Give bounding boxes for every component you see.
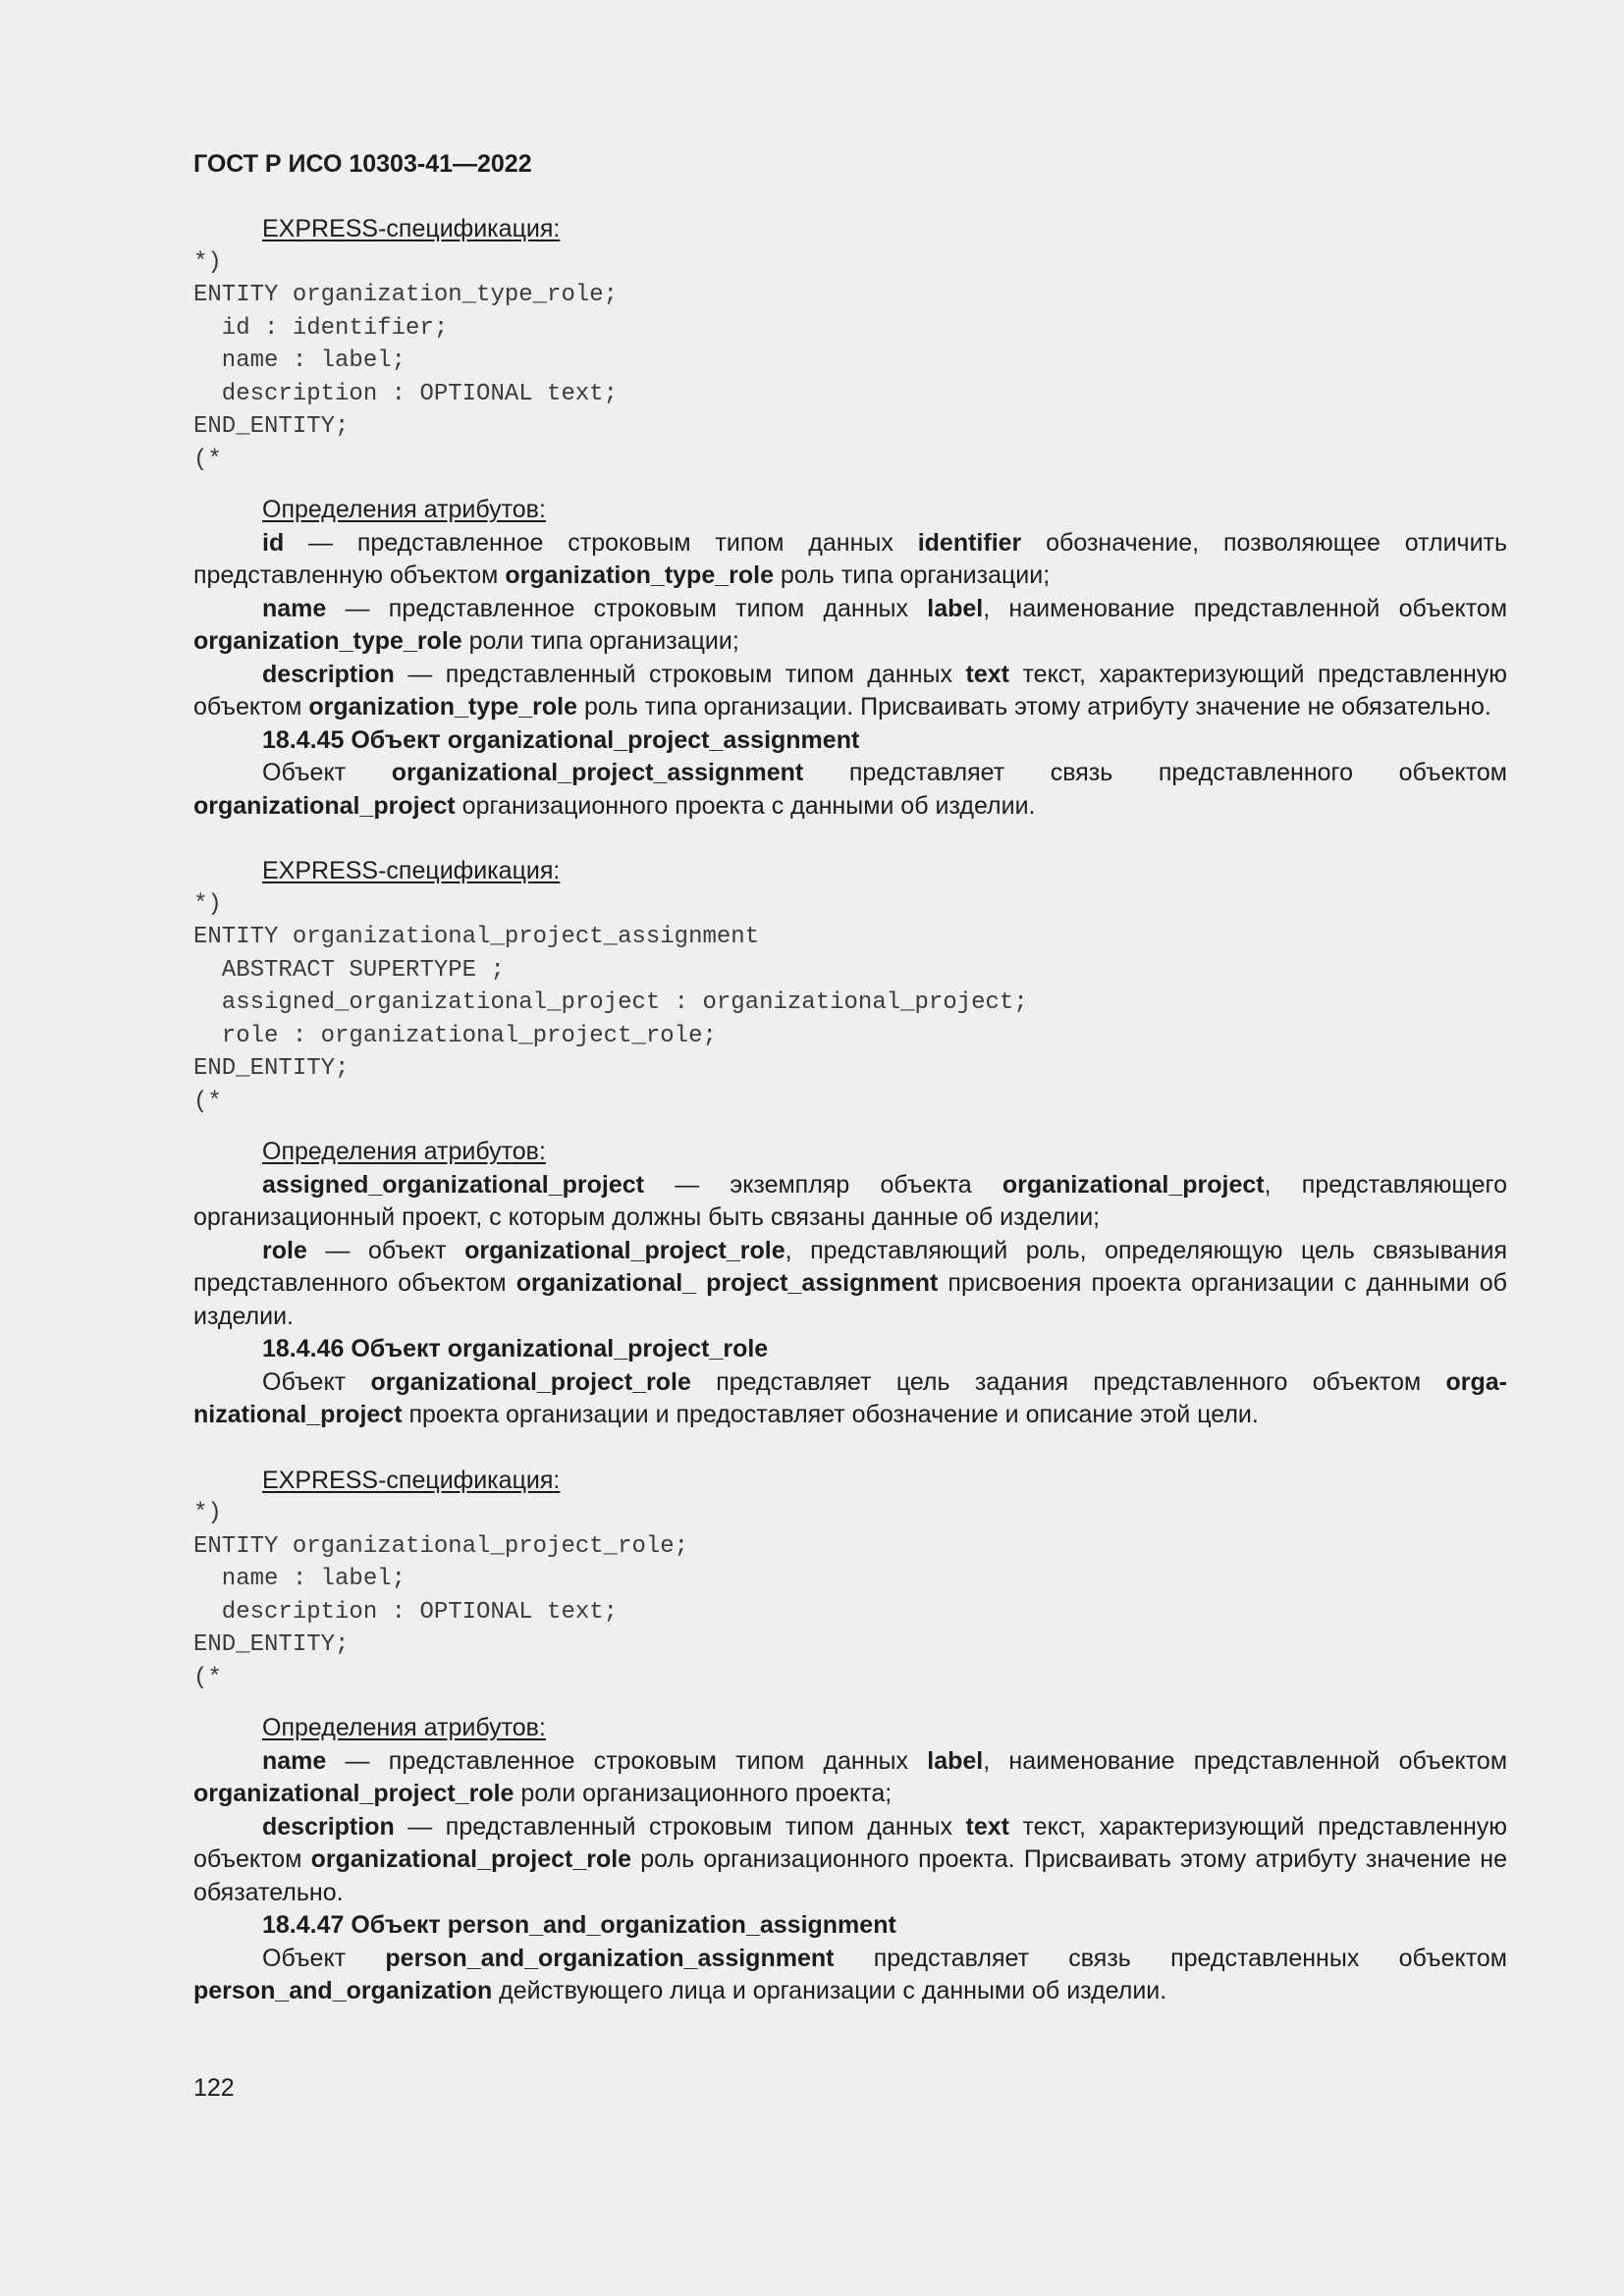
section-intro-18-4-45: Объект organizational_project_assignment представляет связь представленного объектом organizational_project организационного проекта с данными об изделии.	[193, 759, 1507, 820]
section-intro-18-4-47: Объект person_and_organization_assignment представляет связь представленных объектом person_and_organization действующего лица и организации с данными об изделии.	[193, 1944, 1507, 2004]
express-code-organizational-project-assignment: *) ENTITY organizational_project_assignment ABSTRACT SUPERTYPE ; assigned_organizational_project : organizational_project; role : organizational_project_role; END_ENTITY; (*	[193, 890, 1028, 1115]
document-code-header: ГОСТ Р ИСО 10303-41—2022	[193, 150, 532, 178]
express-spec-label: EXPRESS-спецификация:	[262, 215, 561, 242]
attr-def-name: name — представленное строковым типом данных label, наименование представленной объектом organization_type_role роли типа организации;	[193, 594, 1508, 655]
attr-defs-label: Определения атрибутов:	[262, 1714, 546, 1741]
attr-def-role: role — объект organizational_project_role, представляющий роль, определяющую цель связывания представленного объектом organizational_ project_assignment присвоения проекта организации с данными об изделии.	[193, 1236, 1507, 1330]
section-heading-18-4-47: 18.4.47 Объект person_and_organization_assignment	[262, 1911, 896, 1939]
attr-def-name: name — представленное строковым типом данных label, наименование представленной объектом organizational_project_role роли организационного проекта;	[193, 1746, 1508, 1807]
express-spec-label: EXPRESS-спецификация:	[262, 857, 561, 884]
express-code-organizational-project-role: *) ENTITY organizational_project_role; name : label; description : OPTIONAL text; END_ENTITY; (*	[193, 1500, 689, 1691]
attr-defs-label: Определения атрибутов:	[262, 496, 546, 523]
attr-def-assigned-organizational-project: assigned_organizational_project — экземпляр объекта organizational_project, представляющего организационный проект, с которым должны быть связаны данные об изделии;	[193, 1170, 1507, 1231]
attr-defs-label: Определения атрибутов:	[262, 1138, 546, 1165]
section-intro-18-4-46: Объект organizational_project_role представляет цель задания представленного объектом organizational_project проекта организации и предоставляет обозначение и описание этой цели.	[193, 1367, 1507, 1428]
attr-def-id: id — представленное строковым типом данных identifier обозначение, позволяющее отличить представленную объектом organization_type_role роль типа организации;	[193, 528, 1508, 589]
attr-def-description: description — представленный строковым типом данных text текст, характеризующий представленную объектом organization_type_role роль типа организации. Присваивать этому атрибуту значение не обязательно.	[193, 660, 1508, 721]
page-number: 122	[193, 2074, 235, 2102]
express-code-organization-type-role: *) ENTITY organization_type_role; id : identifier; name : label; description : OPTIONAL text; END_ENTITY; (*	[193, 248, 619, 473]
document-page	[193, 147, 1507, 2008]
attr-def-description: description — представленный строковым типом данных text текст, характеризующий представленную объектом organizational_project_role роль организационного проекта. Присваивать этому атрибуту значение не обязательно.	[193, 1812, 1508, 1906]
express-spec-label: EXPRESS-спецификация:	[262, 1466, 561, 1494]
section-heading-18-4-45: 18.4.45 Объект organizational_project_assignment	[262, 725, 860, 754]
section-heading-18-4-46: 18.4.46 Объект organizational_project_role	[262, 1335, 769, 1362]
